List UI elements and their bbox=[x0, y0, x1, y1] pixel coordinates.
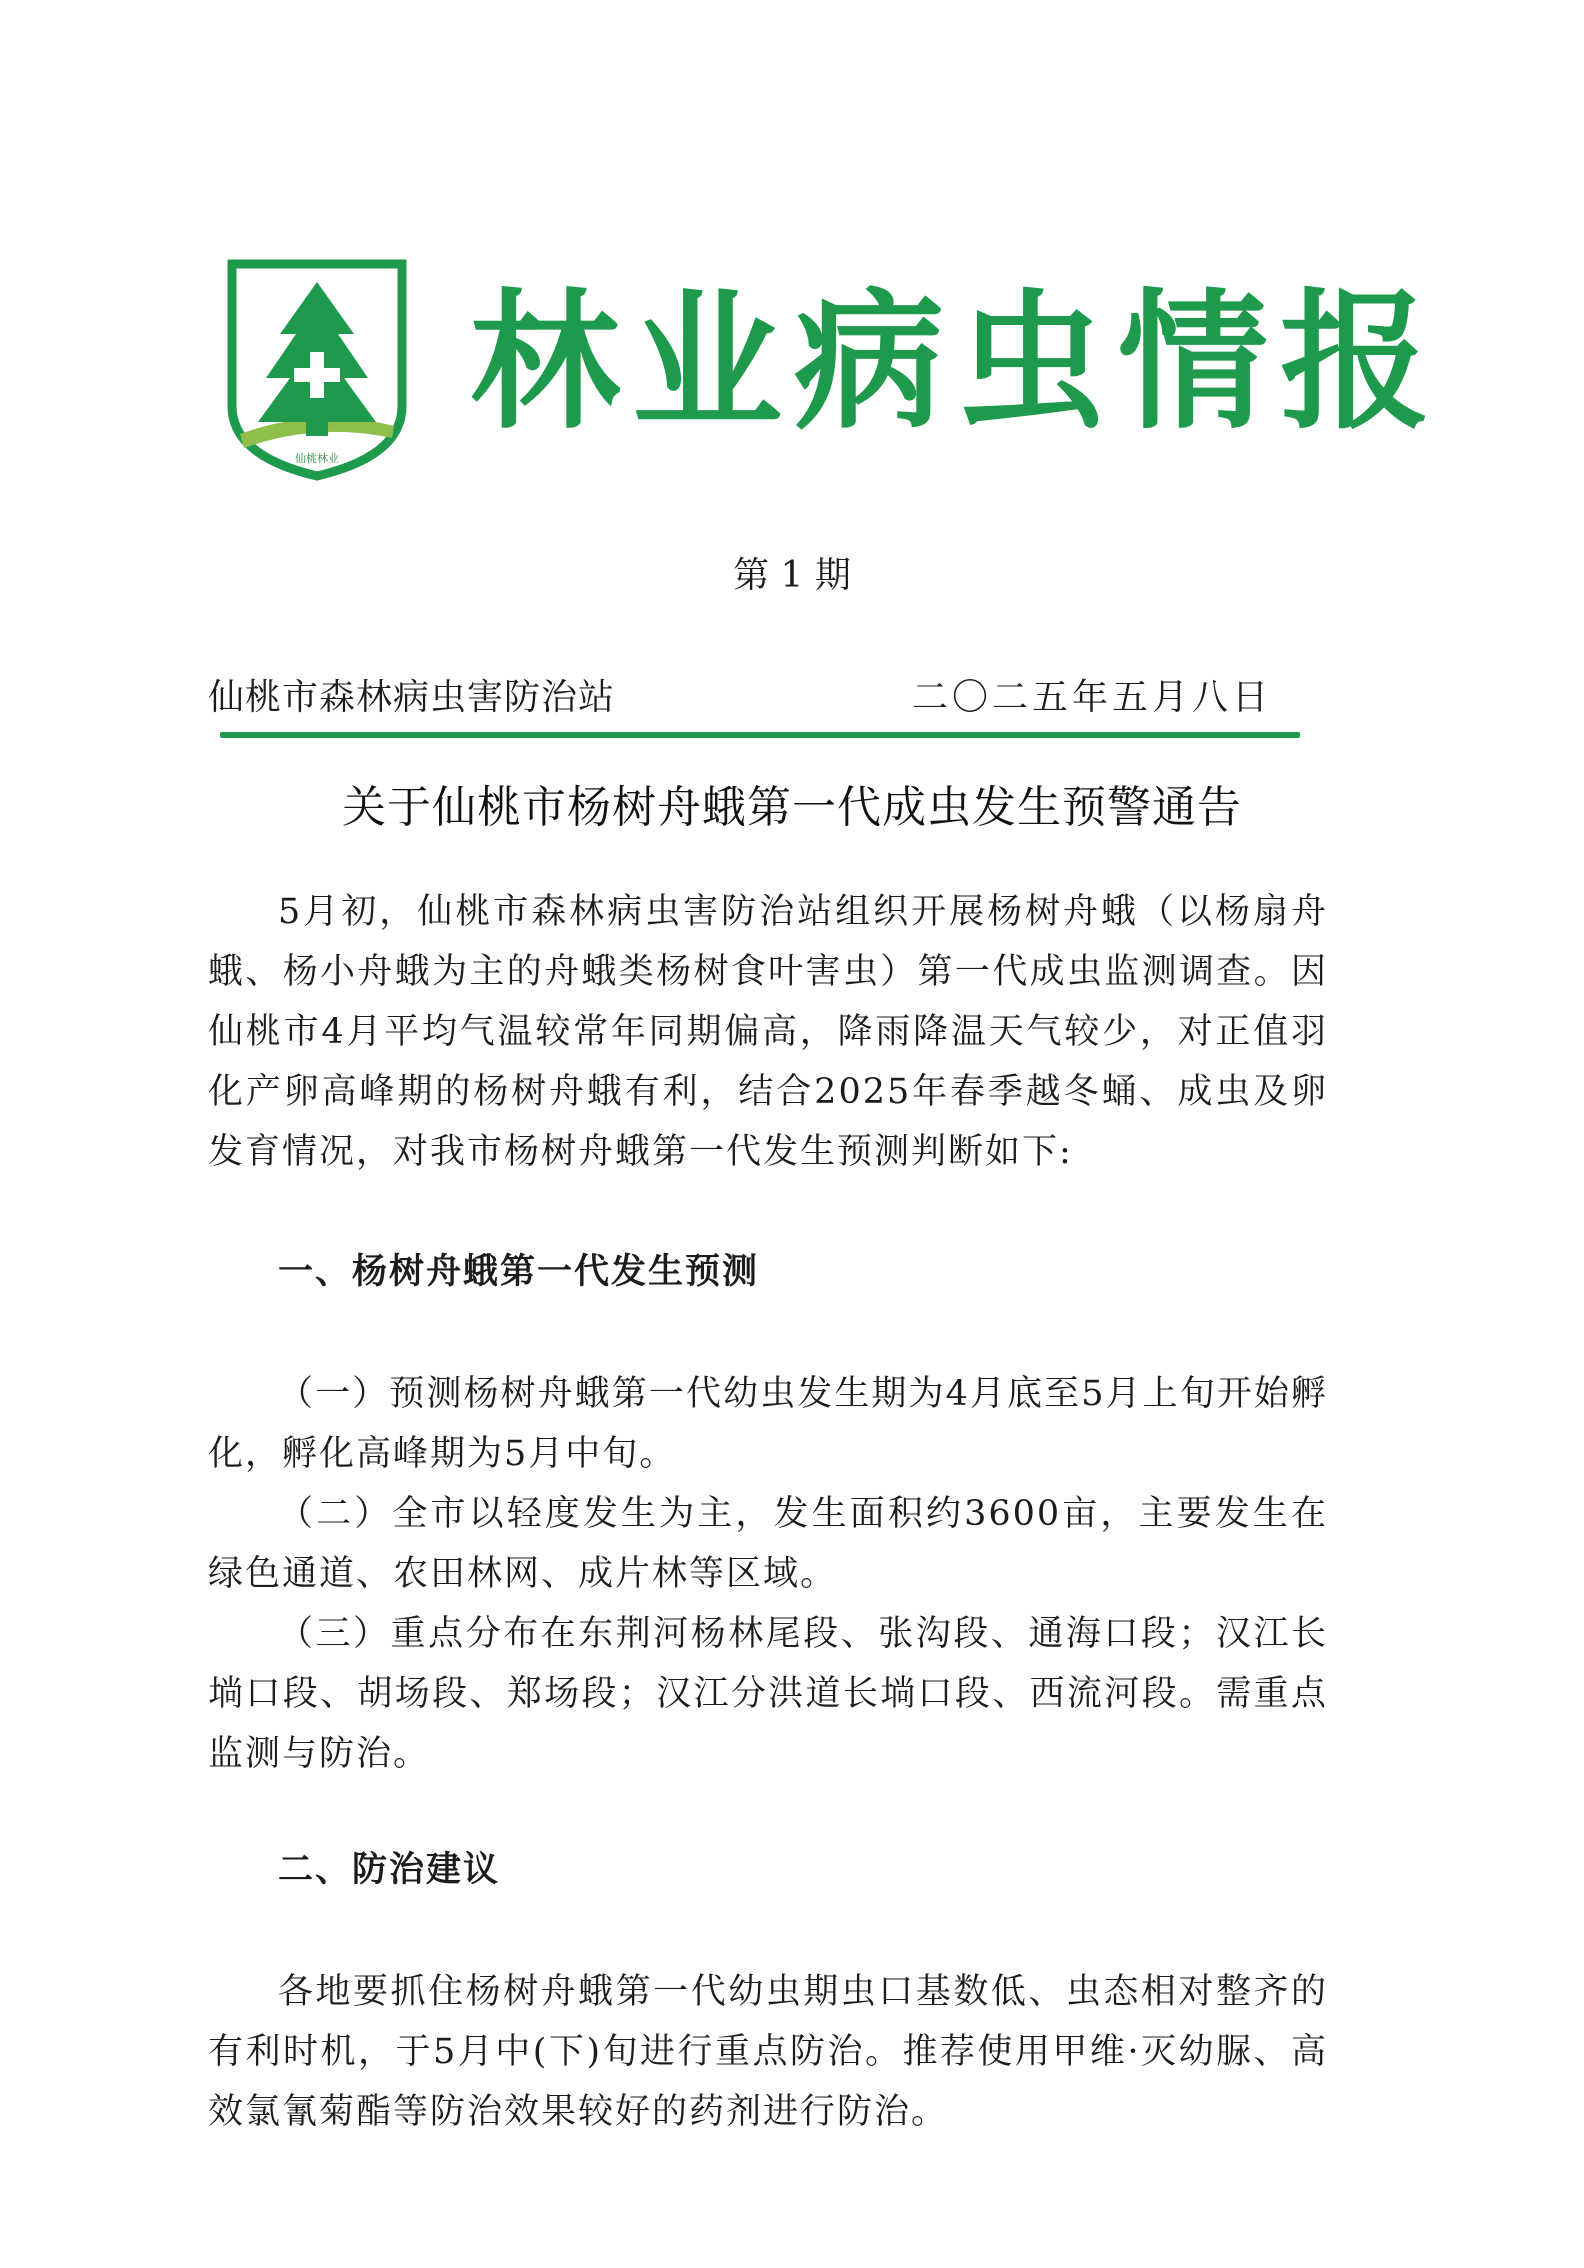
masthead-title: 林业病虫情报 bbox=[470, 276, 1443, 450]
forecast-item-3: （三）重点分布在东荆河杨林尾段、张沟段、通海口段；汉江长埫口段、胡场段、郑场段；汉江分洪道长埫口段、西流河段。需重点监测与防治。 bbox=[208, 1614, 1328, 1774]
intro-paragraph: 5月初，仙桃市森林病虫害防治站组织开展杨树舟蛾（以杨扇舟蛾、杨小舟蛾为主的舟蛾类杨树食叶害虫）第一代成虫监测调查。因仙桃市4月平均气温较常年同期偏高，降雨降温天气较少，对正值羽化产卵高峰期的杨树舟蛾有利，结合2025年春季越冬蛹、成虫及卵发育情况，对我市杨树舟蛾第一代发生预测判断如下: bbox=[208, 892, 1328, 1172]
header-line bbox=[208, 672, 1280, 724]
document-body bbox=[208, 882, 1328, 2142]
issue-number: 第 1 期 bbox=[733, 555, 851, 596]
document-title: 关于仙桃市杨树舟蛾第一代成虫发生预警通告 bbox=[342, 782, 1242, 833]
header-divider bbox=[220, 732, 1300, 738]
issuing-organization: 仙桃市森林病虫害防治站 bbox=[208, 677, 616, 718]
logo-caption: 仙桃林业 bbox=[295, 452, 339, 465]
forestry-logo bbox=[222, 256, 412, 481]
section-heading-control: 二、防治建议 bbox=[278, 1849, 501, 1890]
issue-date: 二〇二五年五月八日 bbox=[911, 677, 1272, 718]
control-paragraph: 各地要抓住杨树舟蛾第一代幼虫期虫口基数低、虫态相对整齐的有利时机，于5月中(下)旬进行重点防治。推荐使用甲维·灭幼脲、高效氯氰菊酯等防治效果较好的药剂进行防治。 bbox=[208, 1972, 1328, 2132]
forecast-item-2: （二）全市以轻度发生为主，发生面积约3600亩，主要发生在绿色通道、农田林网、成片林等区域。 bbox=[208, 1494, 1328, 1594]
forecast-item-1: （一）预测杨树舟蛾第一代幼虫发生期为4月底至5月上旬开始孵化，孵化高峰期为5月中旬。 bbox=[208, 1374, 1328, 1474]
section-heading-forecast: 一、杨树舟蛾第一代发生预测 bbox=[278, 1251, 760, 1292]
